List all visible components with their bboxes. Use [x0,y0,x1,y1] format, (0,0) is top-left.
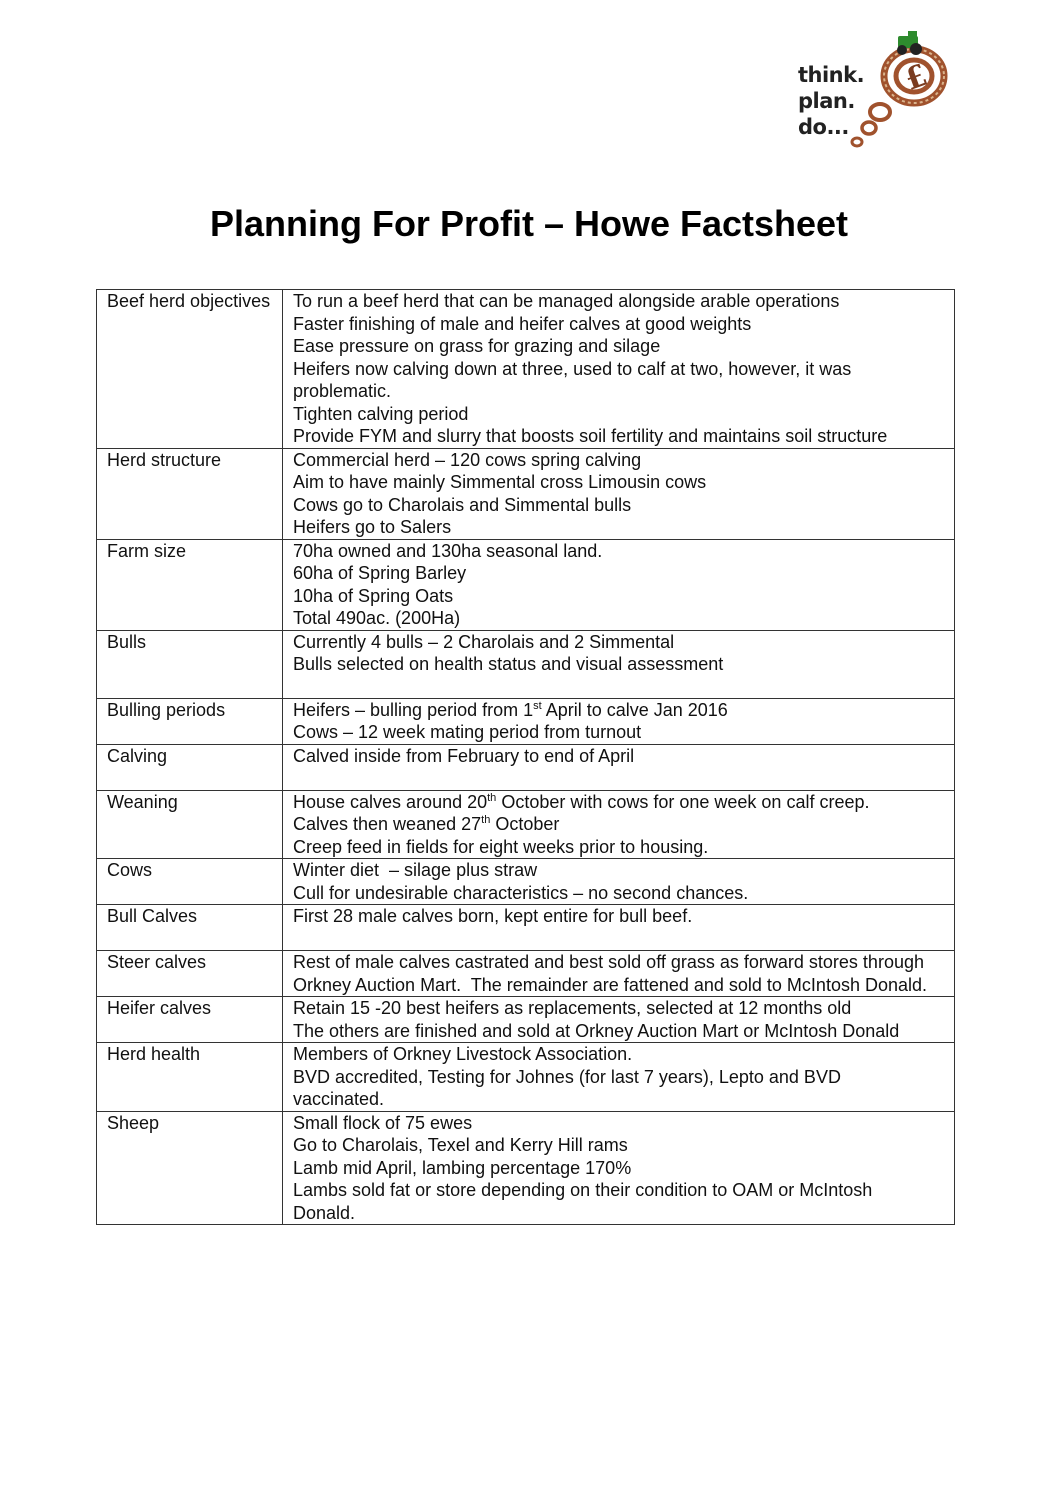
row-label: Bulls [97,630,283,698]
row-line: Aim to have mainly Simmental cross Limousin cows [293,472,707,492]
row-label: Cows [97,859,283,905]
row-line: 60ha of Spring Barley [293,563,467,583]
table-row [97,859,955,905]
table-row [97,448,955,539]
row-line: The others are finished and sold at Orkney Auction Mart or McIntosh Donald [293,1020,900,1041]
row-line: Commercial herd – 120 cows spring calving [293,449,642,470]
row-content [283,905,955,951]
row-line: Ease pressure on grass for grazing and silage [293,336,661,356]
svg-text:£: £ [900,57,932,98]
factsheet-table [96,289,955,1225]
row-line: Lamb mid April, lambing percentage 170% [293,1157,632,1178]
logo [792,28,952,158]
row-content [283,290,955,449]
row-line-text: Calves then weaned 27 [293,814,482,834]
ordinal-suffix: th [487,791,497,804]
table-row [97,790,955,859]
row-label: Bull Calves [97,905,283,951]
table-row [97,539,955,630]
page-title: Planning For Profit – Howe Factsheet [209,203,849,244]
row-content [283,698,955,744]
table-row [97,1111,955,1225]
table-row [97,905,955,951]
row-line: Lambs sold fat or store depending on their condition to OAM or McIntosh Donald. [293,1180,873,1223]
row-label: Bulling periods [97,698,283,744]
row-line-text: October [490,814,560,834]
logo-line-plan: plan. [798,89,855,113]
row-label: Weaning [97,790,283,859]
row-line [293,791,948,814]
row-line: Members of Orkney Livestock Association. [293,1044,633,1064]
table-row [97,698,955,744]
row-line: Retain 15 -20 best heifers as replacements, selected at 12 months old [293,998,852,1018]
row-line [293,699,948,722]
logo-tagline [798,62,864,140]
row-label: Heifer calves [97,997,283,1043]
row-label: Beef herd objectives [97,290,283,449]
ordinal-suffix: st [533,699,542,712]
row-content [283,790,955,859]
row-content [283,539,955,630]
row-line: Faster finishing of male and heifer calves at good weights [293,313,752,334]
table-row [97,744,955,790]
row-line: Total 490ac. (200Ha) [293,608,461,628]
table-row [97,951,955,997]
row-line: 10ha of Spring Oats [293,585,454,606]
row-content [283,448,955,539]
row-line: To run a beef herd that can be managed alongside arable operations [293,291,840,311]
row-line: Rest of male calves castrated and best sold off grass as forward stores through Orkney Auction Mart. The remainder are fattened and sold to McIntosh Donald. [293,952,929,995]
row-line: BVD accredited, Testing for Johnes (for last 7 years), Lepto and BVD vaccinated. [293,1066,841,1109]
row-label: Herd structure [97,448,283,539]
row-line [293,813,948,836]
row-line: Go to Charolais, Texel and Kerry Hill rams [293,1135,628,1155]
row-line: Heifers now calving down at three, used to calf at two, however, it was problematic. [293,358,852,401]
row-line: Calved inside from February to end of April [293,745,635,766]
row-line: Creep feed in fields for eight weeks prior to housing. [293,836,709,857]
row-line: Tighten calving period [293,403,469,424]
row-label: Steer calves [97,951,283,997]
row-content [283,1111,955,1225]
row-content [283,951,955,997]
row-label: Farm size [97,539,283,630]
row-line: Small flock of 75 ewes [293,1112,473,1133]
row-line: Currently 4 bulls – 2 Charolais and 2 Simmental [293,631,675,652]
row-line: Bulls selected on health status and visual assessment [293,654,724,674]
table-row [97,290,955,449]
row-content [283,1043,955,1112]
logo-line-do: do... [798,115,849,139]
row-content [283,859,955,905]
row-line: 70ha owned and 130ha seasonal land. [293,540,603,561]
row-label: Sheep [97,1111,283,1225]
row-line-text: October with cows for one week on calf creep. [496,791,870,812]
row-label: Herd health [97,1043,283,1112]
row-line-text: Heifers – bulling period from 1 [293,699,534,720]
row-line: Provide FYM and slurry that boosts soil fertility and maintains soil structure [293,426,888,446]
row-line: First 28 male calves born, kept entire for bull beef. [293,906,693,926]
row-line: Cows – 12 week mating period from turnout [293,722,642,742]
row-line-text: April to calve Jan 2016 [541,699,728,720]
row-content [283,630,955,698]
ordinal-suffix: th [481,814,491,826]
table-row [97,1043,955,1112]
logo-line-think: think. [798,63,865,87]
row-line-text: House calves around 20 [293,791,488,812]
table-row [97,997,955,1043]
row-line: Winter diet – silage plus straw [293,860,538,880]
row-line: Cows go to Charolais and Simmental bulls [293,494,632,515]
row-content [283,997,955,1043]
row-line: Cull for undesirable characteristics – no second chances. [293,882,749,903]
row-content [283,744,955,790]
row-label: Calving [97,744,283,790]
row-line: Heifers go to Salers [293,517,452,537]
table-row [97,630,955,698]
